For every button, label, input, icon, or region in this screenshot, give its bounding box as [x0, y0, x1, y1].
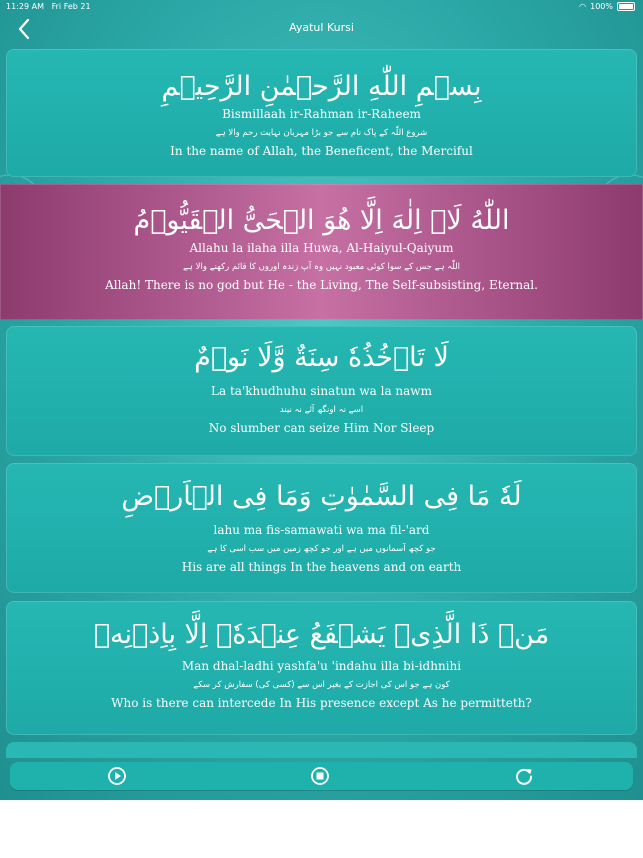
page-title: Ayatul Kursi — [289, 21, 354, 34]
battery-percent: 100% — [590, 2, 613, 11]
verse-transliteration: lahu ma fis-samawati wa ma fil-'ard — [213, 523, 430, 537]
battery-icon — [617, 2, 635, 11]
playback-toolbar — [10, 762, 633, 790]
verse-transliteration: Man dhal-ladhi yashfa'u 'indahu illa bi-idhnihi — [181, 659, 462, 673]
play-icon — [107, 766, 127, 786]
repeat-icon — [514, 766, 534, 786]
verse-urdu: جو کچھ آسمانوں میں ہے اور جو کچھ زمین میں سب اسی کا ہے — [207, 544, 436, 554]
verse-card[interactable] — [6, 463, 637, 593]
verse-english: In the name of Allah, the Beneficent, the Merciful — [170, 144, 473, 158]
verse-card[interactable] — [6, 49, 637, 177]
status-right — [579, 2, 635, 11]
verse-arabic: اللّٰهُ لَاۤ اِلٰهَ اِلَّا هُوَ الۡحَىُّ الۡقَيُّوۡمُ — [133, 205, 510, 236]
verse-card[interactable] — [6, 601, 637, 735]
verse-transliteration: Bismillaah ir-Rahman ir-Raheem — [222, 107, 421, 121]
verse-transliteration: La ta'khudhuhu sinatun wa la nawm — [211, 384, 432, 398]
verse-urdu: اللّٰہ ہے جس کے سوا کوئی معبود نہیں وہ آپ زندہ اوروں کا قائم رکھنے والا ہے — [182, 262, 461, 272]
verse-card-active[interactable] — [0, 184, 643, 320]
verse-card-next[interactable] — [6, 742, 637, 758]
wifi-icon: ◠ — [579, 2, 587, 11]
verse-arabic: لَهٗ مَا فِى السَّمٰوٰتِ وَمَا فِى الۡاَرۡضِ — [121, 481, 522, 512]
play-button[interactable] — [107, 766, 127, 786]
status-date: Fri Feb 21 — [51, 2, 91, 11]
verse-urdu: شروع اللّٰہ کے پاک نام سے جو بڑا مہربان نہایت رحم والا ہے — [215, 128, 428, 138]
nav-bar — [0, 14, 643, 44]
verse-english: Allah! There is no god but He - the Living, The Self-subsisting, Eternal. — [105, 278, 538, 292]
stop-icon — [310, 766, 330, 786]
stop-button[interactable] — [310, 766, 330, 786]
verse-urdu: اسے نہ اونگھ آئے نہ نیند — [279, 405, 364, 415]
verse-card[interactable] — [6, 326, 637, 456]
status-bar — [0, 0, 643, 14]
verse-arabic: بِسۡمِ اللّٰهِ الرَّحۡمٰنِ الرَّحِيۡمِ — [161, 71, 482, 102]
verse-arabic: لَا تَاۡخُذُهٗ سِنَةٌ وَّلَا نَوۡمٌ — [194, 342, 449, 373]
verse-urdu: کون ہے جو اس کی اجازت کے بغیر اس سے (کسی کی) سفارش کر سکے — [193, 680, 450, 690]
verse-arabic: مَنۡ ذَا الَّذِىۡ يَشۡفَعُ عِنۡدَهٗۤ اِلَّا بِاِذۡنِهٖ — [93, 619, 550, 650]
repeat-button[interactable] — [514, 766, 534, 786]
status-time-text: 11:29 AM — [6, 2, 44, 11]
verse-english: Who is there can intercede In His presence except As he permitteth? — [111, 696, 532, 710]
verse-transliteration: Allahu la ilaha illa Huwa, Al-Haiyul-Qaiyum — [189, 241, 454, 255]
verse-english: No slumber can seize Him Nor Sleep — [208, 421, 435, 435]
status-time — [6, 2, 91, 11]
verse-english: His are all things In the heavens and on earth — [181, 560, 462, 574]
